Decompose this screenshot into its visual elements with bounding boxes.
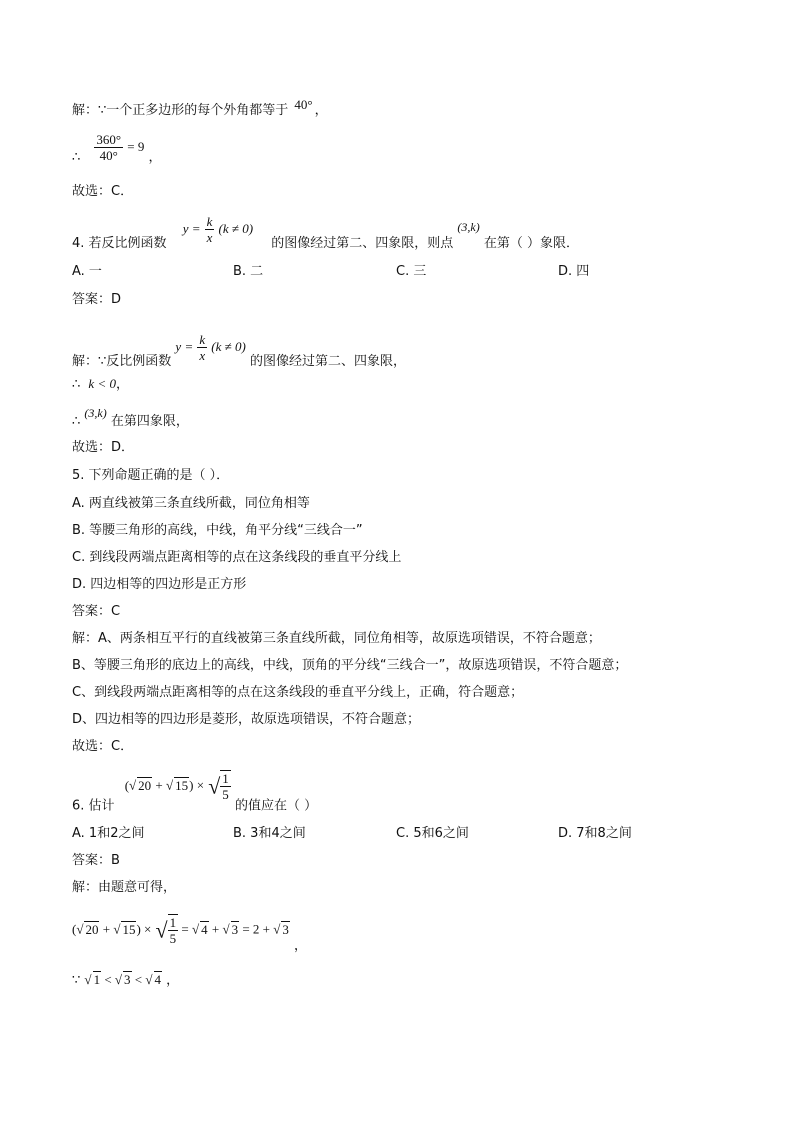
sqrt-15: 15 [175,777,189,793]
q4-option-b: B. 二 [233,264,264,279]
q4-choice: 故选：D． [72,440,135,455]
q5-solution-c: C、到线段两端点距离相等的点在这条线段的垂直平分线上，正确，符合题意； [72,685,524,700]
q5-option-b: B. 等腰三角形的高线，中线，角平分线“三线合一” [72,523,363,538]
q6-solution-intro: 解：由题意可得， [72,880,177,895]
q3-fraction-line: ∴ $\frac{360^\circ}{40^\circ}$ = 9 ， [72,132,162,165]
q6-equation: (√ 20 + √ 15) × √ $\frac{1}{5}$ = √ 4 + √ 3 = 2 + √ 3 ， [72,915,308,954]
q4-option-d: D. 四 [558,264,590,279]
sqrt-20: 20 [138,777,152,793]
q4-k-negative: ∴ k < 0， [72,376,129,392]
q5-option-c: C. 到线段两端点距离相等的点在这条线段的垂直平分线上 [72,550,402,565]
sqrt-1: 1 [93,972,101,987]
q6-option-a: A. 1和2之间 [72,826,145,841]
sqrt-one-fifth-solution: $\frac{1}{5}$ [169,915,177,946]
fraction-360-over-40: $\frac{360^\circ}{40^\circ}$ [96,132,122,163]
q6-stem: 6. 估计 (√ 20 + √ 15) × √ $\frac{1}{5}$ 的值应在（ ） [72,771,318,814]
q4-answer: 答案：D [72,292,122,307]
q5-choice: 故选：C． [72,739,134,754]
q6-option-c: C. 5和6之间 [396,826,469,841]
point-3-k: (3,k) [457,220,480,234]
q4-quadrant-line: ∴ (3,k) 在第四象限， [72,406,189,429]
sqrt-3: 3 [231,921,239,937]
fraction-k-over-x: $\frac{k}{x}$ [206,214,213,245]
angle-40: 40° [294,97,313,112]
q5-solution-a: 解：A、两条相互平行的直线被第三条直线所截，同位角相等，故原选项错误，不符合题意； [72,631,601,646]
fraction-k-over-x-solution: $\frac{k}{x}$ [199,332,206,363]
q3-choice: 故选：C． [72,184,134,199]
q5-stem: 5. 下列命题正确的是（ ）． [72,468,230,483]
q6-option-d: D. 7和8之间 [558,826,632,841]
q4-option-c: C. 三 [396,264,427,279]
q5-option-a: A. 两直线被第三条直线所截，同位角相等 [72,496,310,511]
q4-option-a: A. 一 [72,264,102,279]
q4-solution-line: 解：∵反比例函数 y = $\frac{k}{x}$ (k ≠ 0) 的图像经过第二、四象限， [72,332,407,369]
q3-solution-line: 解：∵一个正多边形的每个外角都等于 40° ， [72,97,328,118]
q5-solution-d: D、四边相等的四边形是菱形，故原选项错误，不符合题意； [72,712,421,727]
sqrt-4: 4 [201,921,208,937]
q4-stem: 4. 若反比例函数 y = $\frac{k}{x}$ (k ≠ 0) 的图像经过第二、四象限，则点 (3,k) 在第（ ）象限． [72,214,580,251]
sqrt-one-fifth: $\frac{1}{5}$ [222,771,229,802]
q5-solution-b: B、等腰三角形的底边上的高线，中线，顶角的平分线“三线合一”，故原选项错误，不符合题意； [72,658,628,673]
q6-inequality: ∵ √ 1 < √ 3 < √ 4 ， [72,972,180,988]
q6-answer: 答案：B [72,853,120,868]
q5-answer: 答案：C [72,604,121,619]
q6-option-b: B. 3和4之间 [233,826,306,841]
q5-option-d: D. 四边相等的四边形是正方形 [72,577,247,592]
